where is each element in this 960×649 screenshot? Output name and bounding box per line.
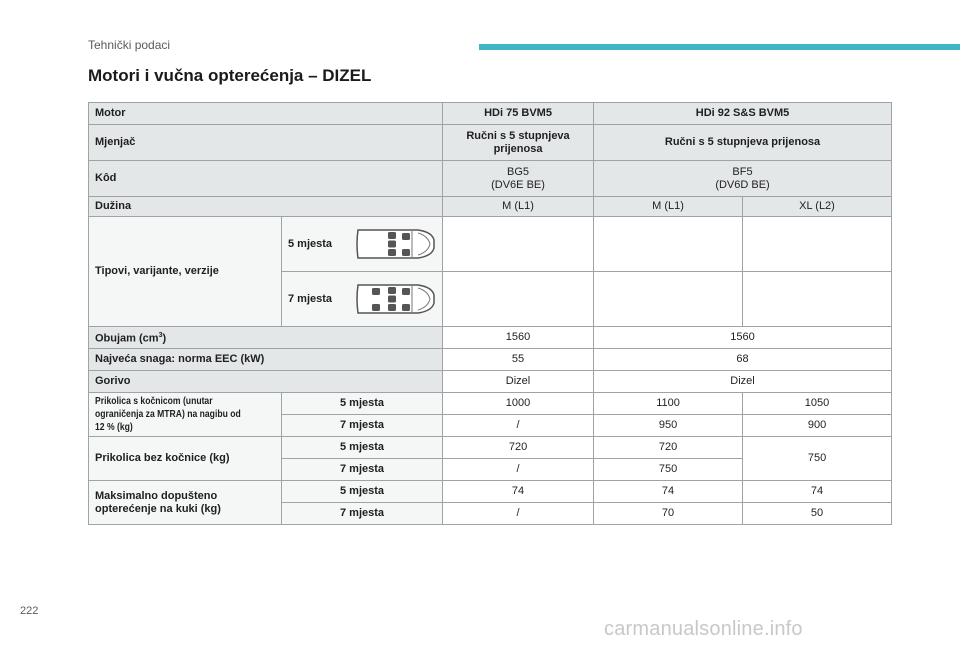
- pb-7-c1: /: [443, 459, 594, 481]
- table-row: [89, 217, 892, 272]
- row-label-mjenjac: Mjenjač: [89, 125, 443, 161]
- kk-5-label: 5 mjesta: [282, 481, 443, 503]
- kk-5-c2: 74: [594, 481, 743, 503]
- mjenjac-v2: Ručni s 5 stupnjeva prijenosa: [594, 125, 892, 161]
- pb-5-c2: 720: [594, 437, 743, 459]
- kk-7-c1: /: [443, 503, 594, 525]
- table-row: [89, 371, 892, 393]
- row-label-snaga: Najveća snaga: norma EEC (kW): [89, 349, 443, 371]
- row-label-obujam: Obujam $(cm^3)$: [89, 327, 443, 349]
- row-label-gorivo: Gorivo: [89, 371, 443, 393]
- table-row: [89, 349, 892, 371]
- motor-v2: HDi 92 S&S BVM5: [594, 103, 892, 125]
- obujam-v1: 1560: [443, 327, 594, 349]
- section-header: Tehnički podaci: [88, 38, 171, 52]
- kod-v1: [443, 161, 594, 197]
- table-row: [89, 197, 892, 217]
- page-title: Motori i vučna opterećenja – DIZEL: [88, 66, 372, 85]
- pb-5-label: 5 mjesta: [282, 437, 443, 459]
- kk-7-c2: 70: [594, 503, 743, 525]
- table-row: [89, 327, 892, 349]
- pk-5-label: 5 mjesta: [282, 393, 443, 415]
- van-5-seats-icon: [354, 224, 436, 264]
- pk-7-c3: 900: [743, 415, 892, 437]
- table-row: [89, 125, 892, 161]
- table-row: [89, 161, 892, 197]
- seat-layout-5: [282, 217, 443, 272]
- seat5-empty-c1: [443, 217, 594, 272]
- snaga-v2: 68: [594, 349, 892, 371]
- kk-7-label: 7 mjesta: [282, 503, 443, 525]
- seat7-empty-c3: [743, 272, 892, 327]
- table-row: [89, 393, 892, 415]
- pk-5-c2: 1100: [594, 393, 743, 415]
- pk-7-label: 7 mjesta: [282, 415, 443, 437]
- kod-v2-line2: (DV6D BE): [715, 178, 770, 191]
- pk-5-c3: 1050: [743, 393, 892, 415]
- watermark: carmanualsonline.info: [604, 618, 803, 640]
- row-label-kod: Kôd: [89, 161, 443, 197]
- engine-spec-table: [88, 102, 892, 525]
- table-row: [89, 437, 892, 459]
- pb-7-label: 7 mjesta: [282, 459, 443, 481]
- row-label-kuka: Maksimalno dopušteno opterećenje na kuki (kg): [89, 481, 282, 525]
- seat-label-7: 7 mjesta: [288, 292, 333, 305]
- kod-v2-line1: BF5: [732, 165, 753, 178]
- page-number: 222: [20, 605, 39, 617]
- row-label-prikolica-bez: Prikolica bez kočnice (kg): [89, 437, 282, 481]
- kk-7-c3: 50: [743, 503, 892, 525]
- seat5-empty-c2: [594, 217, 743, 272]
- duzina-c1: M (L1): [443, 197, 594, 217]
- seat7-empty-c2: [594, 272, 743, 327]
- duzina-c3: XL (L2): [743, 197, 892, 217]
- kod-v1-line1: BG5: [507, 165, 530, 178]
- seat-layout-7: [282, 272, 443, 327]
- pk-7-c2: 950: [594, 415, 743, 437]
- kod-v1-line2: (DV6E BE): [491, 178, 545, 191]
- seat5-empty-c3: [743, 217, 892, 272]
- kod-v2: [594, 161, 892, 197]
- pb-7-c2: 750: [594, 459, 743, 481]
- pb-5-c1: 720: [443, 437, 594, 459]
- duzina-c2: M (L1): [594, 197, 743, 217]
- snaga-v1: 55: [443, 349, 594, 371]
- table-row: [89, 481, 892, 503]
- gorivo-v2: Dizel: [594, 371, 892, 393]
- kk-5-c1: 74: [443, 481, 594, 503]
- kk-5-c3: 74: [743, 481, 892, 503]
- pk-5-c1: 1000: [443, 393, 594, 415]
- row-label-prikolica-kocnica: Prikolica s kočnicom (unutar ograničenja za MTRA) na nagibu od 12 % (kg): [89, 393, 282, 437]
- motor-v1: HDi 75 BVM5: [443, 103, 594, 125]
- row-label-tipovi: Tipovi, varijante, verzije: [89, 217, 282, 327]
- gorivo-v1: Dizel: [443, 371, 594, 393]
- pb-c3: 750: [743, 437, 892, 481]
- van-7-seats-icon: [354, 279, 436, 319]
- mjenjac-v1: Ručni s 5 stupnjeva prijenosa: [443, 125, 594, 161]
- header-accent-bar: [479, 44, 960, 50]
- row-label-duzina: Dužina: [89, 197, 443, 217]
- seat-label-5: 5 mjesta: [288, 237, 333, 250]
- obujam-v2: 1560: [594, 327, 892, 349]
- table-row: [89, 103, 892, 125]
- pk-7-c1: /: [443, 415, 594, 437]
- seat7-empty-c1: [443, 272, 594, 327]
- row-label-motor: Motor: [89, 103, 443, 125]
